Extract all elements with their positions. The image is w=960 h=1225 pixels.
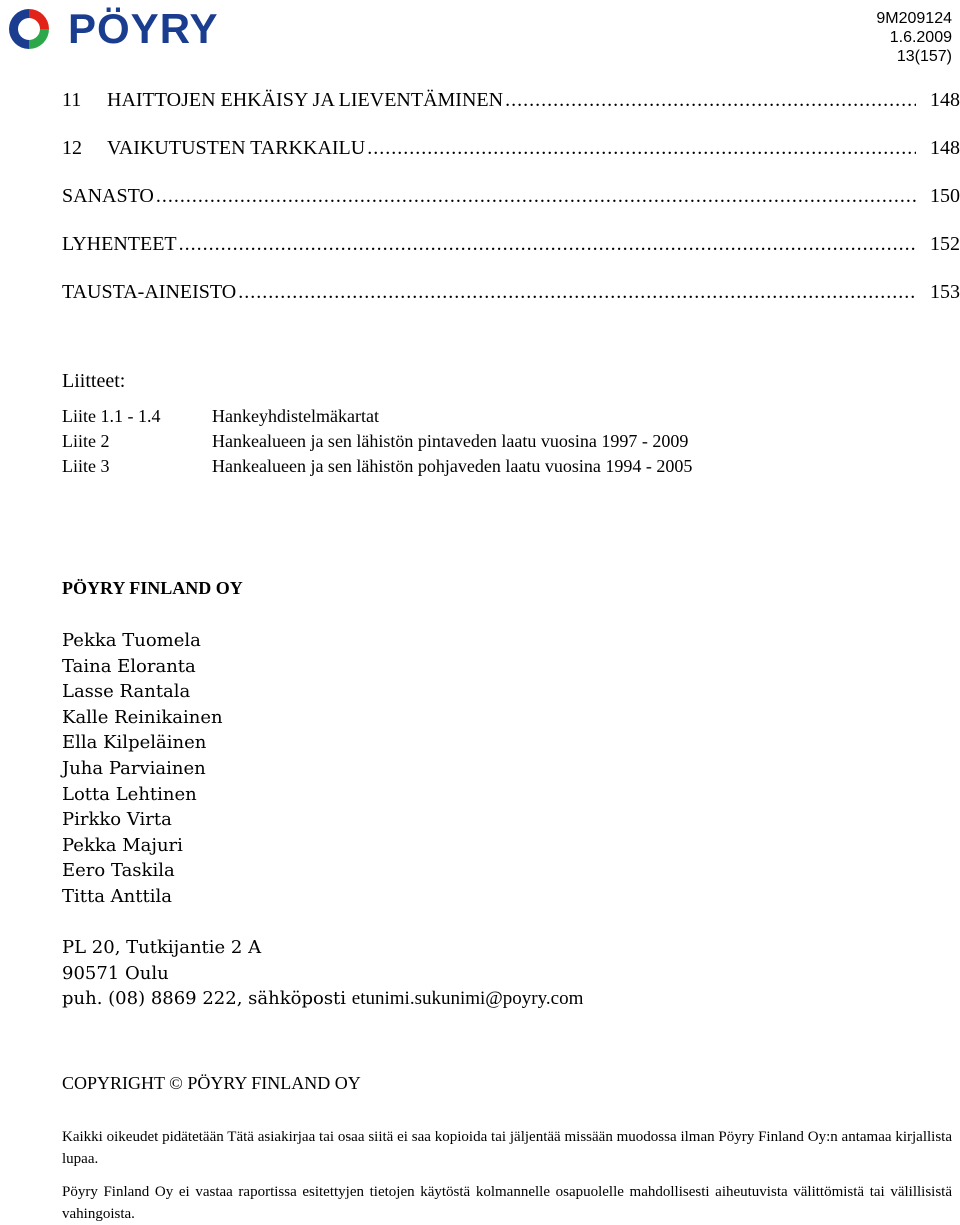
attachment-id: Liite 3 [62,456,110,476]
attachment-description: Hankeyhdistelmäkartat [212,406,379,426]
document-date: 1.6.2009 [889,29,952,46]
toc-title: VAIKUTUSTEN TARKKAILU [107,137,366,159]
author-name: Titta Anttila [62,885,172,907]
toc-entry [62,134,960,182]
poyry-logo [4,4,249,54]
author-name: Pekka Majuri [62,834,183,856]
attachment-id: Liite 2 [62,431,110,451]
author-name: Pekka Tuomela [62,630,201,651]
author-name: Eero Taskila [62,860,175,882]
toc-leader [179,230,916,258]
attachment-row [62,404,692,429]
postal-line: 90571 Oulu [62,962,169,984]
rights-text: Kaikki oikeudet pidätetään Tätä asiakirjaa tai osaa siitä ei saa kopioida tai jäljentää missään muodossa ilman Pöyry Finland Oy:n antamaa kirjallista lupaa. [62,1129,952,1167]
phone-text: puh. (08) 8869 222, sähköposti [62,988,352,1010]
toc-page: 152 [930,233,960,255]
attachment-row [62,454,692,479]
toc-leader [505,86,916,114]
author-name: Lasse Rantala [62,681,191,703]
document-meta [876,9,952,66]
toc-title: HAITTOJEN EHKÄISY JA LIEVENTÄMINEN [107,89,504,111]
toc-entry [62,278,960,326]
email-address: etunimi.sukunimi@poyry.com [351,988,584,1010]
toc-number: 11 [62,89,82,111]
toc-title: TAUSTA-AINEISTO [62,281,237,303]
attachments-list [62,404,692,479]
toc-leader [156,182,916,210]
author-name: Kalle Reinikainen [62,706,223,728]
author-name: Juha Parviainen [62,757,206,779]
document-id: 9M209124 [876,10,952,27]
poyry-swirl-icon [4,4,54,54]
logo-wordmark: PÖYRY [68,5,219,52]
toc-title: LYHENTEET [62,233,177,255]
attachments-heading: Liitteet: [62,370,126,392]
contact-address [62,935,583,1012]
attachment-id: Liite 1.1 - 1.4 [62,406,161,426]
contact-line [62,986,583,1012]
company-name: PÖYRY FINLAND OY [62,578,243,598]
toc-page: 148 [930,89,960,111]
attachment-description: Hankealueen ja sen lähistön pohjaveden laatu vuosina 1994 - 2005 [212,456,693,476]
toc-page: 153 [930,281,960,303]
toc-page: 150 [930,185,960,207]
toc-entry [62,230,960,278]
toc-leader [367,134,916,162]
toc-leader [238,278,916,306]
copyright-notice: COPYRIGHT © PÖYRY FINLAND OY [62,1073,361,1093]
toc-title: SANASTO [62,185,154,207]
table-of-contents [62,86,960,326]
author-list [62,628,223,910]
page-number: 13(157) [896,48,952,65]
toc-entry [62,182,960,230]
attachment-row [62,429,692,454]
toc-number: 12 [62,137,82,159]
author-name: Lotta Lehtinen [62,783,197,805]
disclaimer-text: Pöyry Finland Oy ei vastaa raportissa esitettyjen tietojen käytöstä kolmannelle osapuolelle mahdollisesti aiheutuvista välittömistä tai välillisistä vahingoista. [62,1184,952,1222]
author-name: Taina Eloranta [62,655,196,677]
toc-page: 148 [930,137,960,159]
author-name: Ella Kilpeläinen [62,732,207,754]
author-name: Pirkko Virta [62,809,172,831]
attachment-description: Hankealueen ja sen lähistön pintaveden laatu vuosina 1997 - 2009 [212,431,689,451]
toc-entry [62,86,960,134]
address-line: PL 20, Tutkijantie 2 A [62,937,262,958]
